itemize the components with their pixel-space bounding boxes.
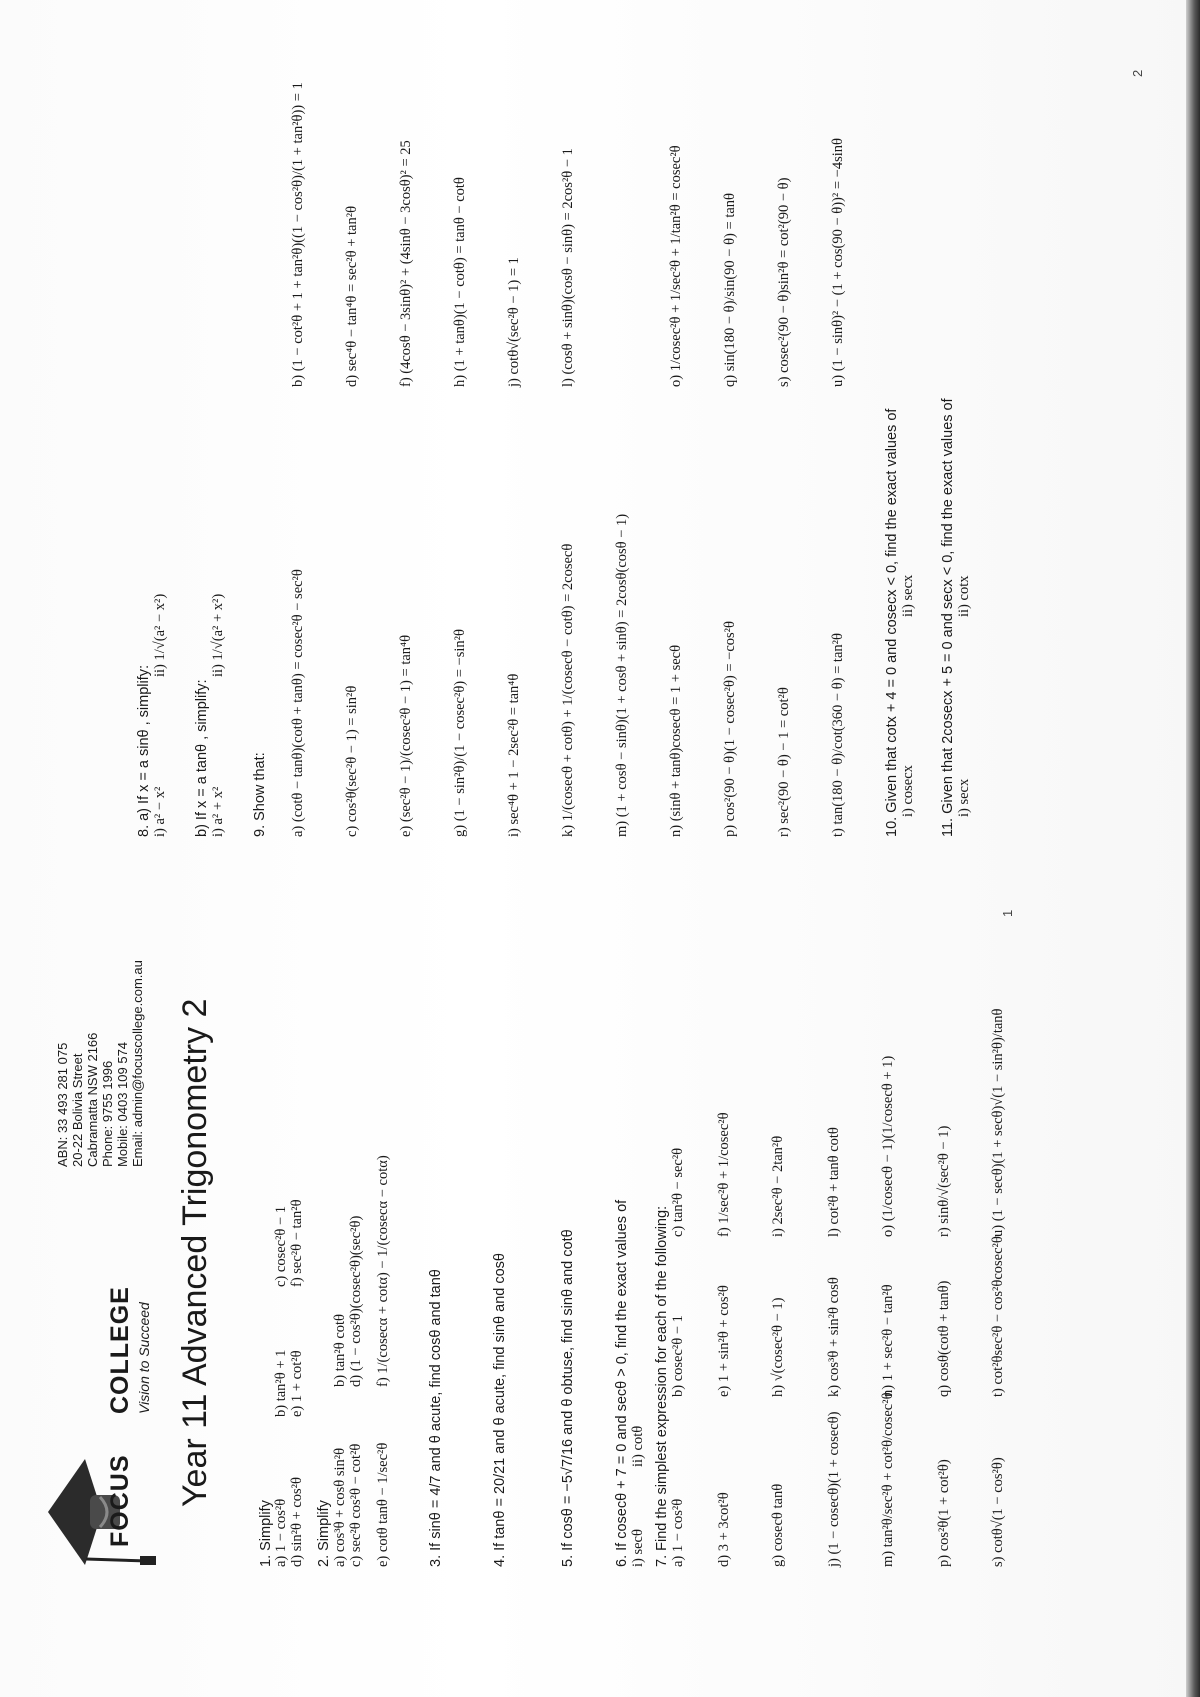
q1-item-a: a) 1 − cos²θ — [273, 1498, 289, 1567]
q7-item-d: d) 3 + 3cot²θ — [716, 1492, 732, 1567]
q9-item-r: r) sec²(90 − θ) − 1 = cot²θ — [776, 687, 792, 837]
q9-item-c: c) cos²θ(sec²θ − 1) = sin²θ — [344, 685, 360, 837]
q9-item-h: h) (1 + tanθ)(1 − cotθ) = tanθ − cotθ — [452, 177, 468, 387]
q7-item-m: m) tan²θ/sec²θ + cot²θ/cosec²θ — [880, 1392, 896, 1567]
q6-item-i: i) secθ — [630, 1529, 646, 1567]
contact-details — [55, 960, 145, 1167]
q1-item-b: b) tan²θ + 1 — [273, 1349, 289, 1417]
q7-item-f: f) 1/sec²θ + 1/cosec²θ — [716, 1112, 732, 1237]
q8-item-i: i) a² − x² — [152, 786, 168, 837]
q9-item-f: f) (4cosθ − 3sinθ)² + (4sinθ − 3cosθ)² = 25 — [398, 140, 414, 387]
college-name-college: COLLEGE — [106, 1286, 134, 1414]
q7-item-p: p) cos²θ(1 + cot²θ) — [936, 1459, 952, 1567]
q7-item-t: t) cot²θsec²θ − cos²θcosec²θ — [990, 1236, 1006, 1397]
q10-text: 10. Given that cotx + 4 = 0 and cosecx < 0, find the exact values of — [884, 408, 900, 837]
q2-item-c: c) sec²θ cos²θ − cot²θ — [348, 1443, 364, 1567]
q9-heading: 9. Show that: — [252, 752, 268, 837]
q7-item-q: q) cosθ(cotθ + tanθ) — [936, 1280, 952, 1397]
q9-item-o: o) 1/cosec²θ + 1/sec²θ + 1/tan²θ = cosec²θ — [668, 145, 684, 387]
q11-text: 11. Given that 2cosecx + 5 = 0 and secx < 0, find the exact values of — [940, 398, 956, 837]
graduation-cap-logo-icon — [40, 1454, 160, 1567]
contact-suburb: Cabramatta NSW 2166 — [85, 1032, 100, 1167]
college-tagline: Vision to Succeed — [136, 1302, 152, 1414]
q9-item-q: q) sin(180 − θ)/sin(90 − θ) = tanθ — [722, 193, 738, 387]
q2-item-f: f) 1/(cosecα + cotα) − 1/(cosecα − cotα) — [375, 1155, 391, 1387]
q7-item-g: g) cosecθ tanθ — [770, 1483, 786, 1567]
q7-item-n: n) 1 + sec²θ − tan²θ — [880, 1284, 896, 1397]
q7-heading: 7. Find the simplest expression for each of the following: — [654, 1205, 670, 1567]
q10-item-i: i) cosecx — [900, 765, 916, 817]
q10-item-ii: ii) secx — [900, 574, 916, 617]
q7-item-l: l) cot²θ + tanθ cotθ — [826, 1127, 842, 1237]
q8b-item-ii: ii) 1/√(a² + x²) — [210, 593, 226, 677]
q11-item-ii: ii) cotx — [956, 575, 972, 617]
q5-text: 5. If cosθ = −5√7/16 and θ obtuse, find sinθ and cotθ — [560, 1229, 576, 1567]
contact-abn: ABN: 33 493 281 075 — [55, 1042, 70, 1167]
contact-phone: Phone: 9755 1996 — [100, 1060, 115, 1167]
q9-item-d: d) sec⁴θ − tan⁴θ = sec²θ + tan²θ — [344, 205, 360, 387]
worksheet-title: Year 11 Advanced Trigonometry 2 — [176, 998, 214, 1507]
q9-item-e: e) (sec²θ − 1)/(cosec²θ − 1) = tan⁴θ — [398, 634, 414, 837]
page-number-1: 1 — [1000, 909, 1015, 917]
contact-email: Email: admin@focuscollege.com.au — [130, 960, 145, 1167]
q9-item-g: g) (1 − sin²θ)/(1 − cosec²θ) = −sin²θ — [452, 629, 468, 837]
q9-item-t: t) tan(180 − θ)/cot(360 − θ) = tan²θ — [830, 633, 846, 837]
q9-item-s: s) cosec²(90 − θ)sin²θ = cot²(90 − θ) — [776, 177, 792, 387]
q6-text: 6. If cosecθ + 7 = 0 and secθ > 0, find the exact values of — [614, 1199, 630, 1567]
q7-item-o: o) (1/cosecθ − 1)(1/cosecθ + 1) — [880, 1055, 896, 1237]
q7-item-i: i) 2sec²θ − 2tan²θ — [770, 1135, 786, 1237]
q1-item-e: e) 1 + cot²θ — [289, 1350, 305, 1417]
q9-item-j: j) cotθ√(sec²θ − 1) = 1 — [506, 257, 522, 387]
q1-item-d: d) sin²θ + cos²θ — [289, 1477, 305, 1567]
q8-heading: 8. a) If x = a sinθ , simplify: — [136, 664, 152, 837]
q9-item-k: k) 1/(cosecθ + cotθ) + 1/(cosecθ − cotθ) = 2cosecθ — [560, 543, 576, 837]
q7-item-s: s) cotθ√(1 − cos²θ) — [990, 1457, 1006, 1567]
q9-item-l: l) (cosθ + sinθ)(cosθ − sinθ) = 2cos²θ − 1 — [560, 148, 576, 387]
q9-item-u: u) (1 − sinθ)² − (1 + cos(90 − θ))² = −4sinθ — [830, 138, 846, 387]
q9-item-n: n) (sinθ + tanθ)cosecθ = 1 + secθ — [668, 644, 684, 837]
q8b-item-i: i) a² + x² — [210, 786, 226, 837]
q7-item-h: h) √(cosec²θ − 1) — [770, 1297, 786, 1397]
q2-item-d: d) (1 − cos²θ)(cosec²θ)(sec²θ) — [348, 1215, 364, 1387]
q7-item-j: j) (1 − cosecθ)(1 + cosecθ) — [826, 1411, 842, 1567]
contact-street: 20-22 Bolivia Street — [70, 1053, 85, 1167]
q9-item-p: p) cos²(90 − θ)(1 − cosec²θ) = −cos²θ — [722, 621, 738, 837]
q7-item-a: a) 1 − cos²θ — [670, 1498, 686, 1567]
q7-item-u: u) (1 − secθ)(1 + secθ)√(1 − sin²θ)/tanθ — [990, 1008, 1006, 1237]
q7-item-b: b) cosec²θ − 1 — [670, 1315, 686, 1397]
q9-item-i: i) sec⁴θ + 1 − 2sec²θ = tan⁴θ — [506, 673, 522, 837]
q9-item-a: a) (cotθ − tanθ)(cotθ + tanθ) = cosec²θ − sec²θ — [290, 569, 306, 837]
page-number-2: 2 — [1130, 69, 1145, 77]
q2-item-b: b) tan²θ cotθ — [332, 1314, 348, 1387]
q8b-heading: b) If x = a tanθ , simplify: — [194, 679, 210, 837]
contact-mobile: Mobile: 0403 109 574 — [115, 1041, 130, 1167]
scan-edge — [1186, 0, 1200, 1697]
q1-heading: 1. Simplify — [258, 1500, 274, 1567]
q2-item-a: a) cos³θ + cosθ sin²θ — [332, 1447, 348, 1567]
q2-heading: 2. Simplify — [316, 1500, 332, 1567]
q7-item-k: k) cos³θ + sin²θ cosθ — [826, 1277, 842, 1397]
q4-text: 4. If tanθ = 20/21 and θ acute, find sinθ and cosθ — [492, 1253, 508, 1567]
q7-item-r: r) sinθ/√(sec²θ − 1) — [936, 1125, 952, 1237]
q11-item-i: i) secx — [956, 778, 972, 817]
q9-item-b: b) (1 − cot²θ + 1 + tan²θ)((1 − cos²θ)/(1 + tan²θ)) = 1 — [290, 82, 306, 387]
q8-item-ii: ii) 1/√(a² − x²) — [152, 593, 168, 677]
q7-item-c: c) tan²θ − sec²θ — [670, 1147, 686, 1237]
q6-item-ii: ii) cotθ — [630, 1425, 646, 1467]
q3-text: 3. If sinθ = 4/7 and θ acute, find cosθ and tanθ — [428, 1269, 444, 1567]
college-name-focus: FOCUS — [106, 1454, 134, 1547]
q7-item-e: e) 1 + sin²θ + cos²θ — [716, 1285, 732, 1397]
q2-item-e: e) cotθ tanθ − 1/sec²θ — [375, 1442, 391, 1567]
q1-item-f: f) sec²θ − tan²θ — [289, 1199, 305, 1287]
q9-item-m: m) (1 + cosθ − sinθ)(1 + cosθ + sinθ) = 2cosθ(cosθ − 1) — [614, 513, 630, 837]
q1-item-c: c) cosec²θ − 1 — [273, 1205, 289, 1287]
